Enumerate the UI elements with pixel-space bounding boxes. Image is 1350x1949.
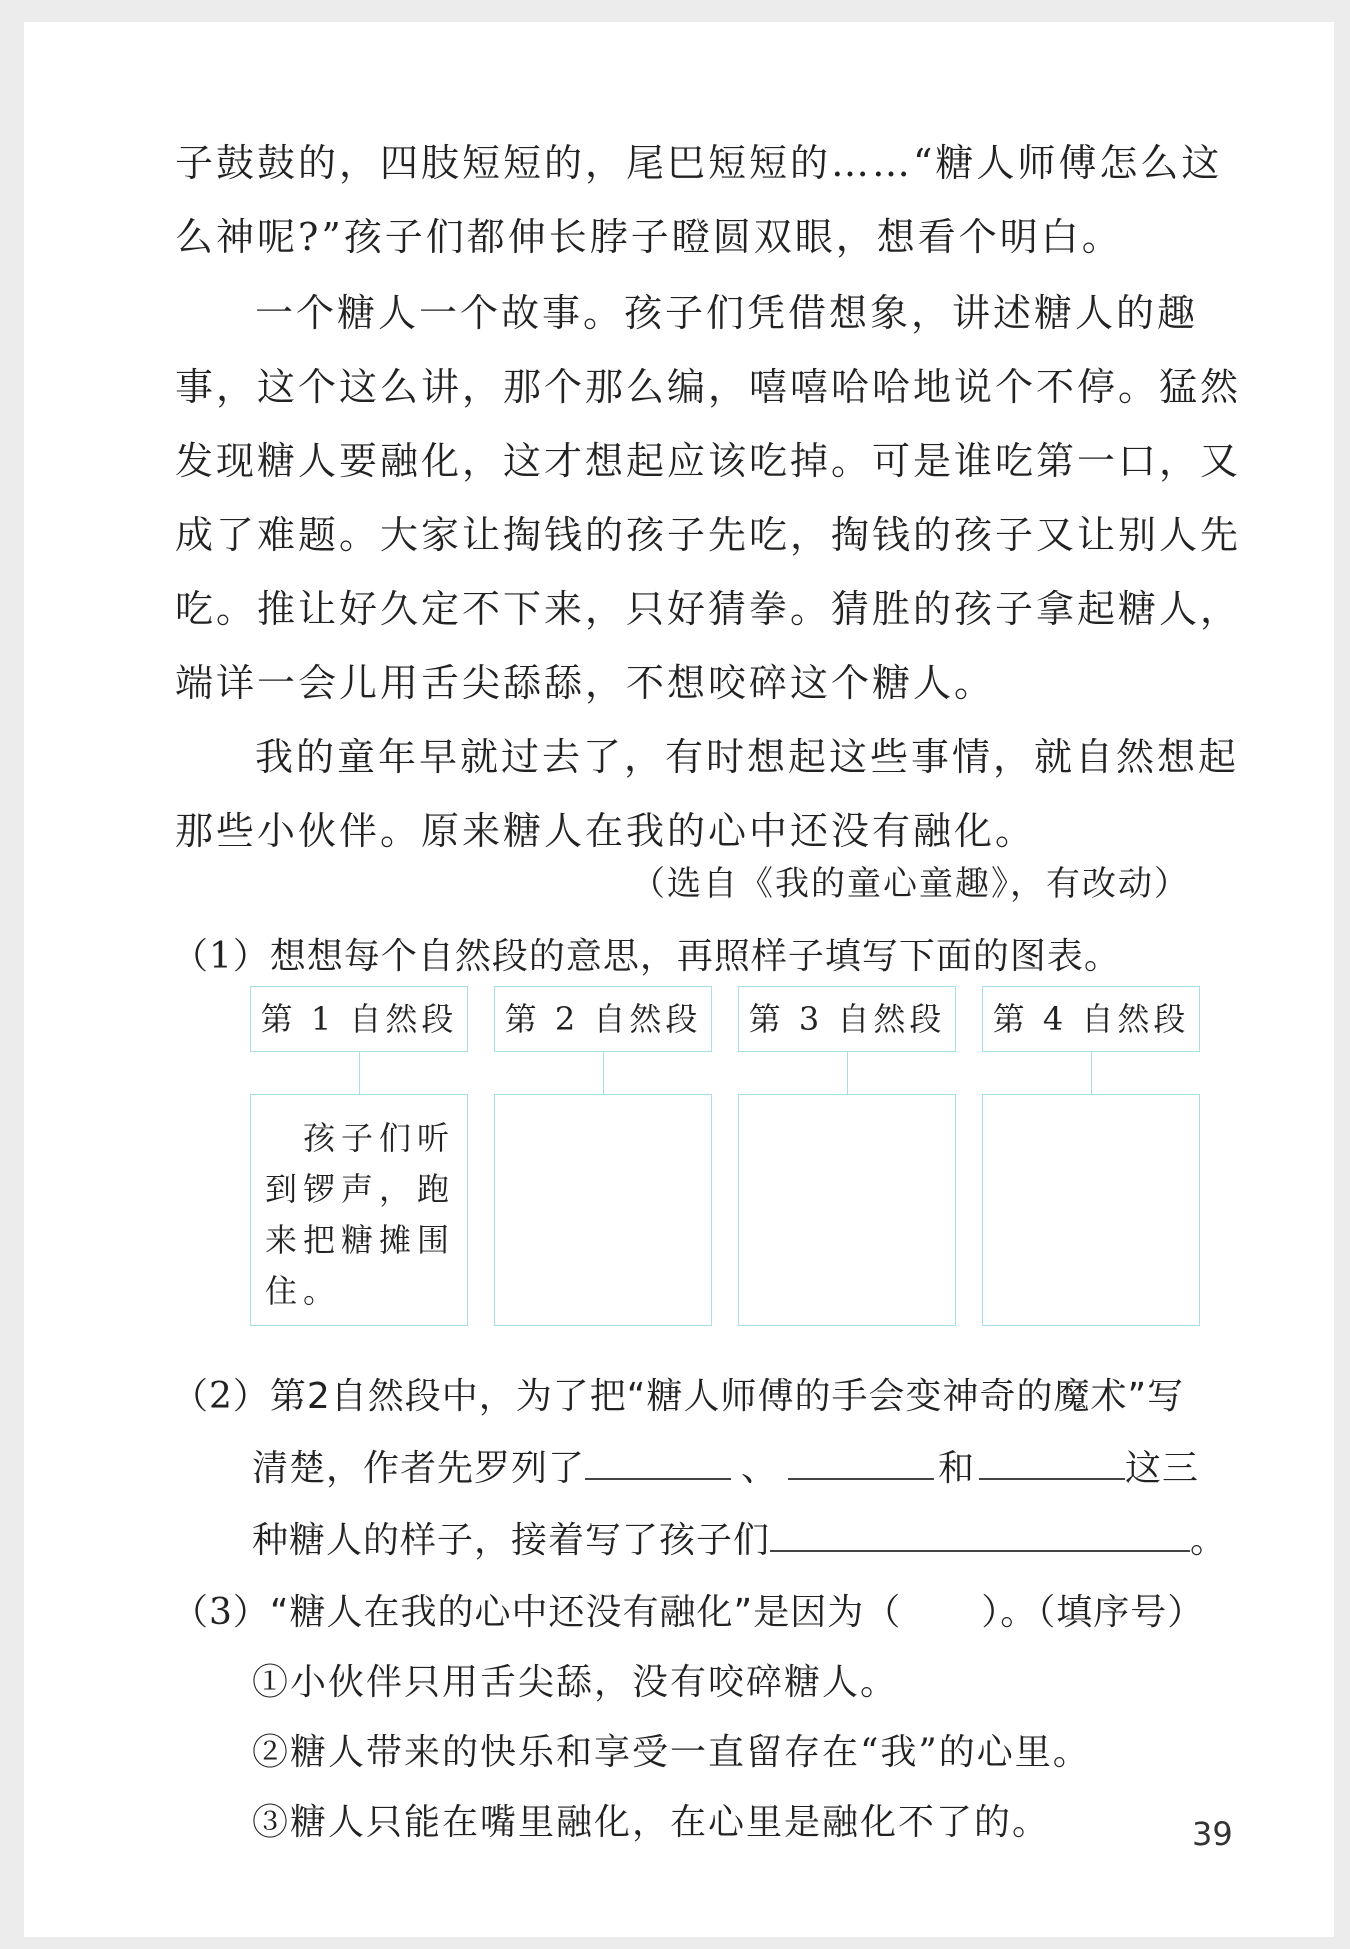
page-number: 39: [1192, 1815, 1233, 1853]
question-text: 第2自然段中，为了把“糖人师傅的手会变神奇的魔术”写: [269, 1376, 1185, 1417]
option-2: ②糖人带来的快乐和享受一直留存在“我”的心里。: [252, 1732, 1091, 1773]
story-line: 那些小伙伴。原来糖人在我的心中还没有融化。: [175, 809, 1037, 853]
story-line: 事，这个这么讲，那个那么编，嘻嘻哈哈地说个不停。猛然: [175, 365, 1242, 409]
source-citation: （选自《我的童心童趣》，有改动）: [631, 864, 1190, 904]
question-1: [172, 928, 1121, 979]
paragraph-1-summary: 孩子们听到锣声，跑来把糖摊围住。: [250, 1094, 468, 1326]
story-line: 吃。推让好久定不下来，只好猜拳。猜胜的孩子拿起糖人，: [175, 587, 1242, 631]
answer-blank-3[interactable]: [979, 1444, 1125, 1480]
answer-blank-2[interactable]: [788, 1444, 934, 1480]
question-text: “糖人在我的心中还没有融化”是因为（: [269, 1592, 902, 1633]
paragraph-4-answer-box[interactable]: [982, 1094, 1200, 1326]
question-number: （2）: [172, 1376, 270, 1417]
story-line: 么神呢?”孩子们都伸长脖子瞪圆双眼，想看个明白。: [175, 215, 1123, 259]
connector-line: [603, 1052, 604, 1094]
answer-blank-4[interactable]: [770, 1516, 1190, 1552]
paragraph-2-answer-box[interactable]: [494, 1094, 712, 1326]
question-number: （3）: [172, 1592, 270, 1633]
option-3: ③糖人只能在嘴里融化，在心里是融化不了的。: [252, 1802, 1051, 1843]
story-line: 端详一会儿用舌尖舔舔，不想咬碎这个糖人。: [175, 661, 996, 705]
paragraph-1-header: 第 1 自然段: [250, 986, 468, 1052]
story-line: 成了难题。大家让掏钱的孩子先吃，掏钱的孩子又让别人先: [175, 513, 1242, 557]
connector-line: [359, 1052, 360, 1094]
connector-line: [1091, 1052, 1092, 1094]
paragraph-4-header: 第 4 自然段: [982, 986, 1200, 1052]
answer-blank-1[interactable]: [585, 1444, 731, 1480]
separator: 、: [741, 1448, 779, 1489]
story-line: 发现糖人要融化，这才想起应该吃掉。可是谁吃第一口，又: [175, 439, 1242, 483]
question-number: （1）: [172, 936, 270, 977]
question-3: [172, 1584, 1204, 1635]
paragraph-2-header: 第 2 自然段: [494, 986, 712, 1052]
story-line: 我的童年早就过去了，有时想起这些事情，就自然想起: [255, 735, 1240, 779]
paragraph-3-header: 第 3 自然段: [738, 986, 956, 1052]
question-text: 种糖人的样子，接着写了孩子们: [252, 1520, 771, 1561]
question-text: 。: [1190, 1520, 1228, 1561]
question-2: [172, 1368, 1184, 1419]
question-text: 这三: [1125, 1448, 1200, 1489]
separator: 和: [938, 1448, 976, 1489]
question-text: 清楚，作者先罗列了: [252, 1448, 586, 1489]
paragraph-3-answer-box[interactable]: [738, 1094, 956, 1326]
connector-line: [847, 1052, 848, 1094]
question-2-line-2: [252, 1440, 1199, 1491]
option-1: ①小伙伴只用舌尖舔，没有咬碎糖人。: [252, 1662, 899, 1703]
story-line: 子鼓鼓的，四肢短短的，尾巴短短的……“糖人师傅怎么这: [175, 141, 1223, 185]
question-text: ）。（填序号）: [981, 1592, 1205, 1633]
story-line: 一个糖人一个故事。孩子们凭借想象，讲述糖人的趣: [255, 291, 1199, 335]
question-text: 想想每个自然段的意思，再照样子填写下面的图表。: [269, 936, 1121, 977]
question-2-line-3: [252, 1512, 1227, 1563]
